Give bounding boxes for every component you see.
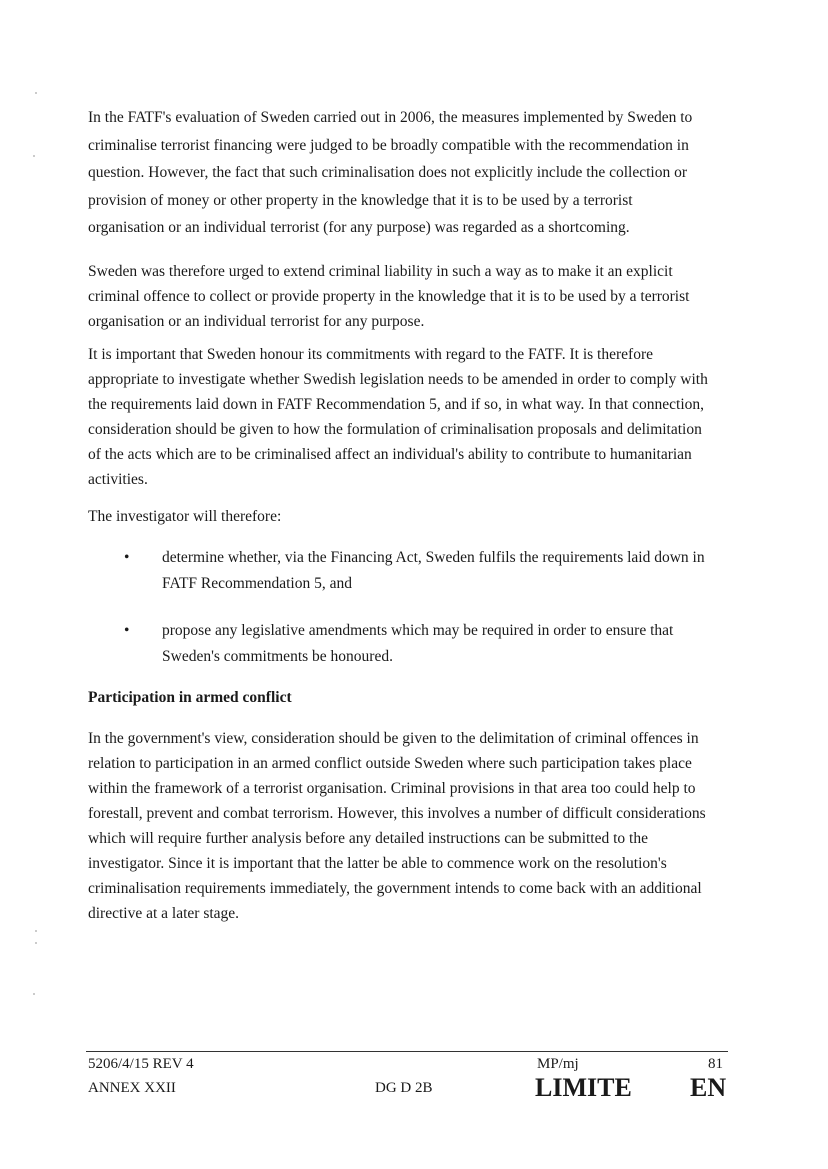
bullet-icon: • [124,549,130,566]
text-line: In the government's view, consideration should be given to the delimitation of criminal offences in [88,730,699,747]
text-line: consideration should be given to how the formulation of criminalisation proposals and delimitation [88,421,702,438]
text-line: criminalisation requirements immediately, the government intends to come back with an additional [88,880,702,897]
text-line: It is important that Sweden honour its commitments with regard to the FATF. It is therefore [88,346,653,363]
footer-annex: ANNEX XXII [88,1080,176,1096]
footer-classification: LIMITE [535,1073,632,1102]
text-line: Sweden's commitments be honoured. [162,648,393,665]
paragraph-investigator-intro [88,504,748,529]
paragraph-commitments [88,342,748,492]
text-line: which will require further analysis before any detailed instructions can be submitted to the [88,830,648,847]
text-line: determine whether, via the Financing Act, Sweden fulfils the requirements laid down in [162,549,705,566]
footer-divider [86,1051,728,1052]
footer-language: EN [690,1073,727,1102]
paragraph-sweden-urged [88,259,748,334]
text-line: criminal offence to collect or provide property in the knowledge that it is to be used by a terrorist [88,288,690,305]
scan-speck [33,155,35,157]
scan-speck [33,993,35,995]
footer-initials: MP/mj [537,1056,579,1072]
text-line: activities. [88,471,148,488]
text-line: the requirements laid down in FATF Recommendation 5, and if so, in what way. In that connection, [88,396,704,413]
paragraph-armed-conflict [88,726,748,926]
text-line: criminalise terrorist financing were judged to be broadly compatible with the recommendation in [88,136,689,154]
text-line: relation to participation in an armed conflict outside Sweden where such participation takes place [88,755,692,772]
text-line: Sweden was therefore urged to extend criminal liability in such a way as to make it an explicit [88,263,673,280]
scan-speck [35,930,37,932]
text-line: investigator. Since it is important that the latter be able to commence work on the resolution's [88,855,667,872]
text-line: forestall, prevent and combat terrorism. However, this involves a number of difficult considerations [88,805,706,822]
text-line: FATF Recommendation 5, and [162,575,352,592]
text-line: organisation or an individual terrorist (for any purpose) was regarded as a shortcoming. [88,219,630,236]
bullet-icon: • [124,622,130,639]
footer-doc-ref: 5206/4/15 REV 4 [88,1056,194,1072]
footer-page-number: 81 [708,1056,723,1072]
text-line: directive at a later stage. [88,905,240,922]
text-line: question. However, the fact that such criminalisation does not explicitly include the collection or [88,164,687,181]
text-line: of the acts which are to be criminalised affect an individual's ability to contribute to humanitarian [88,446,692,463]
text-line: propose any legislative amendments which may be required in order to ensure that [162,622,674,639]
text-line: within the framework of a terrorist organisation. Criminal provisions in that area too could help to [88,780,696,797]
heading-text: Participation in armed conflict [88,689,292,706]
text-line: appropriate to investigate whether Swedish legislation needs to be amended in order to comply with [88,371,708,388]
text-line: In the FATF's evaluation of Sweden carried out in 2006, the measures implemented by Sweden to [88,109,693,126]
scan-speck [35,942,37,944]
text-line: organisation or an individual terrorist for any purpose. [88,313,425,330]
paragraph-fatf-evaluation [88,104,748,242]
text-line: The investigator will therefore: [88,508,282,525]
section-heading [88,685,748,710]
text-line: provision of money or other property in the knowledge that it is to be used by a terrorist [88,191,633,209]
scan-speck [35,92,37,94]
footer-dg: DG D 2B [375,1080,433,1096]
